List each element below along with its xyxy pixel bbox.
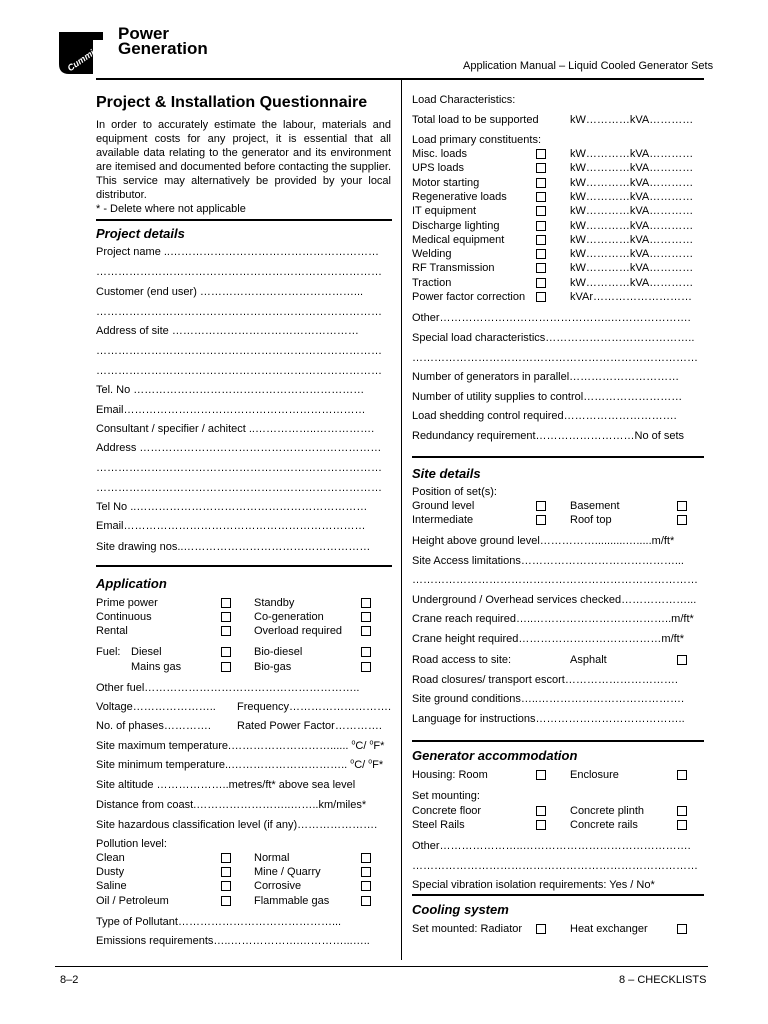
hazardous-classification-field[interactable]: Site hazardous classification level (if any)………………….	[96, 819, 378, 831]
enclosure-checkbox[interactable]	[677, 770, 687, 780]
crane-reach-field[interactable]: Crane reach required…..………………………………..m/ft*	[412, 613, 694, 625]
project-details-heading: Project details	[96, 226, 185, 241]
max-temp-deg-c: o	[351, 739, 356, 747]
road-access-label: Road access to site:	[412, 654, 512, 666]
overload-label: Overload required	[254, 625, 343, 637]
roof-top-checkbox[interactable]	[677, 515, 687, 525]
load-rf-transmission-value-field[interactable]: kW…………kVA…………	[570, 262, 694, 274]
altitude-field[interactable]: Site altitude ………………..metres/ft* above sea level	[96, 779, 356, 791]
document-title: Application Manual – Liquid Cooled Generator Sets	[463, 60, 714, 72]
min-temp-c: C/	[354, 759, 369, 771]
load-power-factor-correction-checkbox[interactable]	[536, 292, 546, 302]
footer-rule	[55, 966, 708, 967]
flammable-gas-checkbox[interactable]	[361, 896, 371, 906]
concrete-rails-checkbox[interactable]	[677, 820, 687, 830]
normal-label: Normal	[254, 852, 290, 864]
rule-before-site-details	[412, 456, 704, 458]
concrete-floor-label: Concrete floor	[412, 805, 482, 817]
rental-label: Rental	[96, 625, 128, 637]
standby-checkbox[interactable]	[361, 598, 371, 608]
crane-height-field[interactable]: Crane height required…………………………………m/ft*	[412, 633, 685, 645]
mine-quarry-checkbox[interactable]	[361, 867, 371, 877]
brand-name	[118, 26, 208, 56]
load-misc-loads-checkbox[interactable]	[536, 149, 546, 159]
consultant-field[interactable]: Consultant / specifier / achitect ..……………..…………….	[96, 423, 375, 435]
min-temp-field[interactable]	[96, 759, 383, 771]
load-medical-equipment-value-field[interactable]: kW…………kVA…………	[570, 234, 694, 246]
phases-field[interactable]: No. of phases………….	[96, 720, 211, 732]
power-factor-field[interactable]: Rated Power Factor………….	[237, 720, 382, 732]
consultant-tel-field[interactable]: Tel No ..………………………………………………………	[96, 501, 368, 513]
height-field[interactable]: Height above ground level……………..........….....m/ft*	[412, 535, 675, 547]
saline-checkbox[interactable]	[221, 881, 231, 891]
total-load-field[interactable]: kW…………kVA…………	[570, 114, 694, 126]
load-traction-checkbox[interactable]	[536, 278, 546, 288]
oil-petroleum-label: Oil / Petroleum	[96, 895, 169, 907]
standby-label: Standby	[254, 597, 295, 609]
voltage-field[interactable]: Voltage…………………..	[96, 701, 216, 713]
biogas-checkbox[interactable]	[361, 662, 371, 672]
load-discharge-lighting-label: Discharge lighting	[412, 220, 500, 232]
housing-room-checkbox[interactable]	[536, 770, 546, 780]
total-load-label: Total load to be supported	[412, 114, 539, 126]
header-rule	[96, 78, 704, 80]
concrete-rails-label: Concrete rails	[570, 819, 638, 831]
load-ups-loads-checkbox[interactable]	[536, 163, 546, 173]
logo-text: Cummins	[65, 41, 105, 74]
cummins-logo	[55, 26, 107, 78]
other-mounting-line[interactable]: ……………………………………………………………………	[412, 860, 698, 872]
prime-power-label: Prime power	[96, 597, 158, 609]
housing-room-label: Housing: Room	[412, 769, 488, 781]
delete-note: * - Delete where not applicable	[96, 203, 246, 215]
roof-top-label: Roof top	[570, 514, 612, 526]
max-temp-c: C/	[355, 740, 370, 752]
load-rf-transmission-label: RF Transmission	[412, 262, 495, 274]
clean-checkbox[interactable]	[221, 853, 231, 863]
project-name-field[interactable]: Project name ..…………………………………………………	[96, 246, 379, 258]
cogeneration-label: Co-generation	[254, 611, 324, 623]
heat-exchanger-label: Heat exchanger	[570, 923, 648, 935]
continuous-label: Continuous	[96, 611, 152, 623]
set-mounting-label: Set mounting:	[412, 790, 480, 802]
steel-rails-label: Steel Rails	[412, 819, 465, 831]
fuel-label: Fuel:	[96, 646, 121, 658]
emissions-field[interactable]: Emissions requirements…..……………….…………...…..	[96, 935, 370, 947]
load-regenerative-loads-checkbox[interactable]	[536, 192, 546, 202]
load-traction-label: Traction	[412, 277, 452, 289]
intermediate-checkbox[interactable]	[536, 515, 546, 525]
max-temp-deg-f: o	[369, 739, 374, 747]
load-it-equipment-value-field[interactable]: kW…………kVA…………	[570, 205, 694, 217]
rule-before-accommodation	[412, 740, 704, 742]
vibration-isolation-field[interactable]: Special vibration isolation requirements: Yes / No*	[412, 879, 655, 891]
cogeneration-checkbox[interactable]	[361, 612, 371, 622]
load-power-factor-correction-label: Power factor correction	[412, 291, 526, 303]
consultant-address-line-1[interactable]: ……………………………………………………………………	[96, 462, 382, 474]
biodiesel-label: Bio-diesel	[254, 646, 303, 658]
site-details-heading: Site details	[412, 466, 481, 481]
access-limitations-line[interactable]: ……………………………………………………………………	[412, 574, 698, 586]
load-power-factor-correction-value-field[interactable]: kVAr………………………	[570, 291, 693, 303]
load-misc-loads-value-field[interactable]: kW…………kVA…………	[570, 148, 694, 160]
load-rf-transmission-checkbox[interactable]	[536, 263, 546, 273]
frequency-field[interactable]: Frequency……………………….	[237, 701, 392, 713]
other-fuel-field[interactable]: Other fuel…………………………………………………..	[96, 682, 360, 694]
enclosure-label: Enclosure	[570, 769, 619, 781]
utility-supplies-field[interactable]: Number of utility supplies to control………………………	[412, 391, 683, 403]
load-shedding-field[interactable]: Load shedding control required………………………….	[412, 410, 677, 422]
min-temp-deg-f: o	[368, 758, 373, 766]
other-mounting-field[interactable]: Other…………………..……………………………………….	[412, 840, 691, 852]
oil-petroleum-checkbox[interactable]	[221, 896, 231, 906]
asphalt-checkbox[interactable]	[677, 655, 687, 665]
intermediate-label: Intermediate	[412, 514, 474, 526]
steel-rails-checkbox[interactable]	[536, 820, 546, 830]
dusty-label: Dusty	[96, 866, 125, 878]
load-ups-loads-value-field[interactable]: kW…………kVA…………	[570, 162, 694, 174]
generators-parallel-field[interactable]: Number of generators in parallel…………………………	[412, 371, 680, 383]
biodiesel-checkbox[interactable]	[361, 647, 371, 657]
heat-exchanger-checkbox[interactable]	[677, 924, 687, 934]
mains-gas-label: Mains gas	[131, 661, 182, 673]
load-motor-starting-value-field[interactable]: kW…………kVA…………	[570, 177, 694, 189]
load-regenerative-loads-value-field[interactable]: kW…………kVA…………	[570, 191, 694, 203]
load-discharge-lighting-value-field[interactable]: kW…………kVA…………	[570, 220, 694, 232]
load-traction-value-field[interactable]: kW…………kVA…………	[570, 277, 694, 289]
special-load-field[interactable]: Special load characteristics…………………………………..	[412, 332, 695, 344]
max-temp-f: F*	[373, 740, 385, 752]
site-drawing-field[interactable]: Site drawing nos..……………………………………………	[96, 541, 371, 553]
dusty-checkbox[interactable]	[221, 867, 231, 877]
asphalt-label: Asphalt	[570, 654, 607, 666]
clean-label: Clean	[96, 852, 125, 864]
pollutant-type-field[interactable]: Type of Pollutant……………………………………...	[96, 916, 342, 928]
address-of-site-field[interactable]: Address of site ……………………………………………	[96, 325, 359, 337]
language-field[interactable]: Language for instructions…………………………………..	[412, 713, 685, 725]
load-motor-starting-checkbox[interactable]	[536, 178, 546, 188]
biogas-label: Bio-gas	[254, 661, 292, 673]
load-characteristics-label: Load Characteristics:	[412, 94, 516, 106]
rule-before-application	[96, 565, 392, 567]
load-welding-checkbox[interactable]	[536, 249, 546, 259]
max-temp-text: Site maximum temperature.………………………......	[96, 740, 352, 752]
section-label: 8 – CHECKLISTS	[619, 974, 707, 986]
rule-before-cooling	[412, 894, 704, 896]
customer-line[interactable]: ……………………………………………………………………	[96, 306, 382, 318]
project-name-line[interactable]: ……………………………………………………………………	[96, 266, 382, 278]
redundancy-field[interactable]: Redundancy requirement………………………No of sets	[412, 430, 685, 442]
road-closures-field[interactable]: Road closures/ transport escort………………………….	[412, 674, 678, 686]
prime-power-checkbox[interactable]	[221, 598, 231, 608]
concrete-plinth-label: Concrete plinth	[570, 805, 644, 817]
cummins-logo-graphic	[55, 26, 107, 78]
normal-checkbox[interactable]	[361, 853, 371, 863]
ground-level-checkbox[interactable]	[536, 501, 546, 511]
ground-level-label: Ground level	[412, 500, 475, 512]
email-field[interactable]: Email…………………………………………………………	[96, 404, 366, 416]
corrosive-label: Corrosive	[254, 880, 302, 892]
load-ups-loads-label: UPS loads	[412, 162, 464, 174]
load-medical-equipment-checkbox[interactable]	[536, 235, 546, 245]
radiator-label: Set mounted: Radiator	[412, 923, 523, 935]
load-medical-equipment-label: Medical equipment	[412, 234, 505, 246]
access-limitations-field[interactable]: Site Access limitations……………………………………...	[412, 555, 684, 567]
flammable-gas-label: Flammable gas	[254, 895, 330, 907]
tel-field[interactable]: Tel. No ………………………………………………………	[96, 384, 365, 396]
concrete-floor-checkbox[interactable]	[536, 806, 546, 816]
load-welding-value-field[interactable]: kW…………kVA…………	[570, 248, 694, 260]
continuous-checkbox[interactable]	[221, 612, 231, 622]
services-checked-field[interactable]: Underground / Overhead services checked………………...	[412, 594, 697, 606]
load-it-equipment-label: IT equipment	[412, 205, 477, 217]
special-load-line[interactable]: ……………………………………………………………………	[412, 352, 698, 364]
load-regenerative-loads-label: Regenerative loads	[412, 191, 507, 203]
pollution-level-label: Pollution level:	[96, 838, 167, 850]
load-discharge-lighting-checkbox[interactable]	[536, 221, 546, 231]
brand-line-2: Generation	[118, 39, 208, 58]
diesel-checkbox[interactable]	[221, 647, 231, 657]
load-welding-label: Welding	[412, 248, 452, 260]
basement-label: Basement	[570, 500, 620, 512]
cooling-heading: Cooling system	[412, 902, 509, 917]
column-divider	[401, 80, 402, 960]
position-label: Position of set(s):	[412, 486, 497, 498]
page-number: 8–2	[60, 974, 79, 986]
brand-line-1: Power	[118, 24, 170, 43]
rental-checkbox[interactable]	[221, 626, 231, 636]
customer-field[interactable]: Customer (end user) ……………………………………...	[96, 286, 364, 298]
min-temp-f: F*	[372, 759, 384, 771]
page-title: Project & Installation Questionnaire	[96, 94, 368, 111]
load-it-equipment-checkbox[interactable]	[536, 206, 546, 216]
accommodation-heading: Generator accommodation	[412, 748, 578, 763]
ground-conditions-field[interactable]: Site ground conditions…..………………………………….	[412, 693, 685, 705]
max-temp-field[interactable]	[96, 740, 384, 752]
load-misc-loads-label: Misc. loads	[412, 148, 468, 160]
min-temp-text: Site minimum temperature..…………………………..	[96, 759, 351, 771]
address-of-site-line-2[interactable]: ……………………………………………………………………	[96, 365, 382, 377]
min-temp-deg-c: o	[350, 758, 355, 766]
radiator-checkbox[interactable]	[536, 924, 546, 934]
concrete-plinth-checkbox[interactable]	[677, 806, 687, 816]
saline-label: Saline	[96, 880, 127, 892]
load-constituents-label: Load primary constituents:	[412, 134, 542, 146]
mine-quarry-label: Mine / Quarry	[254, 866, 321, 878]
diesel-label: Diesel	[131, 646, 162, 658]
corrosive-checkbox[interactable]	[361, 881, 371, 891]
application-heading: Application	[96, 576, 167, 591]
overload-checkbox[interactable]	[361, 626, 371, 636]
consultant-address-line-2[interactable]: ……………………………………………………………………	[96, 482, 382, 494]
consultant-address-field[interactable]: Address …………………………………………………………	[96, 442, 382, 454]
coast-distance-field[interactable]: Distance from coast.……………………..……..km/miles*	[96, 799, 367, 811]
rule-before-project-details	[96, 219, 392, 221]
mains-gas-checkbox[interactable]	[221, 662, 231, 672]
address-of-site-line-1[interactable]: ……………………………………………………………………	[96, 345, 382, 357]
other-load-field[interactable]: Other………………………………………..………………….	[412, 312, 691, 324]
load-motor-starting-label: Motor starting	[412, 177, 480, 189]
consultant-email-field[interactable]: Email…………………………………………………………	[96, 520, 366, 532]
intro-paragraph: In order to accurately estimate the labour, materials and equipment costs for any project, it is essential that all available data relating to the generator and its environment are itemised and documented before contacting the supplier. This service may alternatively be provided by your local distributor.	[96, 119, 391, 201]
basement-checkbox[interactable]	[677, 501, 687, 511]
